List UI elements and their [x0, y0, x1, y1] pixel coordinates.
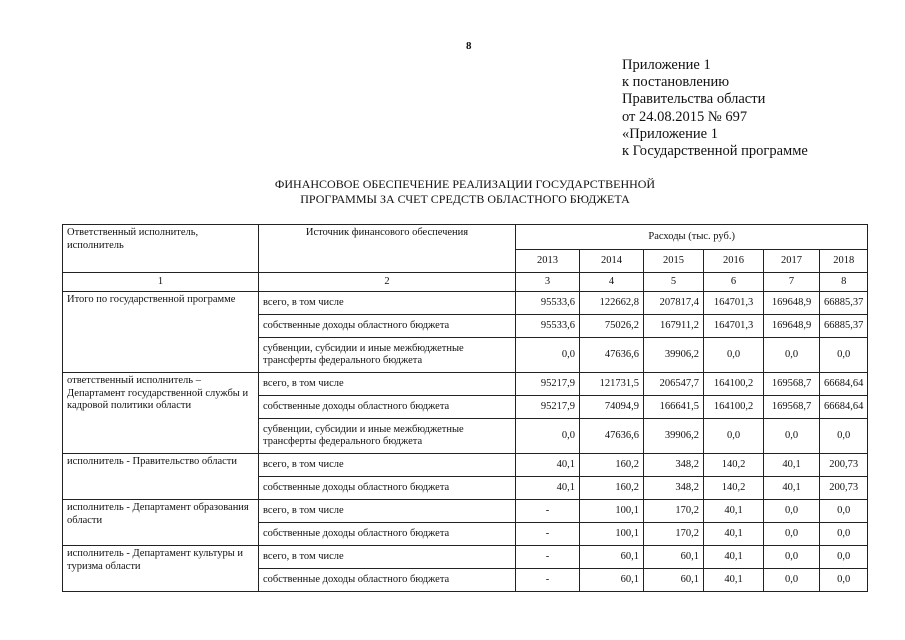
value-cell: 0,0 — [704, 419, 764, 454]
value-cell: 0,0 — [820, 546, 868, 569]
value-cell: 47636,6 — [580, 419, 644, 454]
value-cell: 0,0 — [764, 419, 820, 454]
value-cell: 140,2 — [704, 454, 764, 477]
table-row — [63, 292, 868, 315]
column-number: 5 — [644, 273, 704, 292]
appendix-line: к постановлению — [622, 74, 730, 91]
value-cell: 40,1 — [704, 523, 764, 546]
header-row — [63, 225, 868, 250]
value-cell: 66684,64 — [820, 396, 868, 419]
value-cell: 95533,6 — [516, 292, 580, 315]
value-cell: 164701,3 — [704, 292, 764, 315]
year-header: 2015 — [644, 250, 704, 273]
financing-table — [62, 224, 868, 592]
source-cell: всего, в том числе — [259, 546, 516, 569]
value-cell: 169648,9 — [764, 315, 820, 338]
header-executor: Ответственный исполнитель, исполнитель — [63, 225, 259, 273]
executor-cell: исполнитель - Департамент культуры и туризма области — [63, 546, 259, 592]
value-cell: 60,1 — [644, 546, 704, 569]
year-header: 2016 — [704, 250, 764, 273]
value-cell: 0,0 — [820, 419, 868, 454]
value-cell: 0,0 — [704, 338, 764, 373]
column-number: 1 — [63, 273, 259, 292]
value-cell: 95217,9 — [516, 396, 580, 419]
value-cell: 169568,7 — [764, 396, 820, 419]
value-cell: 164701,3 — [704, 315, 764, 338]
source-cell: собственные доходы областного бюджета — [259, 569, 516, 592]
column-number: 4 — [580, 273, 644, 292]
value-cell: 140,2 — [704, 477, 764, 500]
value-cell: 40,1 — [704, 569, 764, 592]
value-cell: 166641,5 — [644, 396, 704, 419]
value-cell: 100,1 — [580, 500, 644, 523]
value-cell: 40,1 — [764, 477, 820, 500]
column-number: 3 — [516, 273, 580, 292]
value-cell: 0,0 — [820, 338, 868, 373]
source-cell: собственные доходы областного бюджета — [259, 315, 516, 338]
value-cell: 0,0 — [820, 500, 868, 523]
value-cell: - — [516, 546, 580, 569]
year-header: 2013 — [516, 250, 580, 273]
table-row — [63, 500, 868, 523]
value-cell: 95217,9 — [516, 373, 580, 396]
value-cell: 75026,2 — [580, 315, 644, 338]
value-cell: 0,0 — [764, 523, 820, 546]
column-number: 8 — [820, 273, 868, 292]
value-cell: 0,0 — [820, 569, 868, 592]
year-header: 2018 — [820, 250, 868, 273]
value-cell: 0,0 — [764, 338, 820, 373]
value-cell: 66684,64 — [820, 373, 868, 396]
header-source: Источник финансового обеспечения — [259, 225, 516, 273]
value-cell: 0,0 — [820, 523, 868, 546]
value-cell: 200,73 — [820, 454, 868, 477]
appendix-block — [622, 57, 808, 160]
value-cell: 160,2 — [580, 454, 644, 477]
executor-cell: исполнитель - Правительство области — [63, 454, 259, 500]
value-cell: 169568,7 — [764, 373, 820, 396]
value-cell: 60,1 — [580, 569, 644, 592]
value-cell: 200,73 — [820, 477, 868, 500]
value-cell: 0,0 — [764, 546, 820, 569]
source-cell: субвенции, субсидии и иные межбюджетные трансферты федерального бюджета — [259, 419, 516, 454]
value-cell: 100,1 — [580, 523, 644, 546]
source-cell: собственные доходы областного бюджета — [259, 396, 516, 419]
value-cell: 160,2 — [580, 477, 644, 500]
value-cell: 40,1 — [704, 546, 764, 569]
value-cell: 0,0 — [516, 419, 580, 454]
executor-cell: ответственный исполнитель – Департамент государственной службы и кадровой политики области — [63, 373, 259, 454]
column-number: 6 — [704, 273, 764, 292]
column-number: 7 — [764, 273, 820, 292]
appendix-line: от 24.08.2015 № 697 — [622, 108, 748, 125]
value-cell: 170,2 — [644, 523, 704, 546]
source-cell: всего, в том числе — [259, 454, 516, 477]
value-cell: 74094,9 — [580, 396, 644, 419]
value-cell: 164100,2 — [704, 396, 764, 419]
executor-cell: исполнитель - Департамент образования области — [63, 500, 259, 546]
value-cell: 60,1 — [644, 569, 704, 592]
source-cell: собственные доходы областного бюджета — [259, 477, 516, 500]
value-cell: 39906,2 — [644, 419, 704, 454]
year-header: 2014 — [580, 250, 644, 273]
appendix-line: к Государственной программе — [622, 143, 808, 160]
value-cell: 170,2 — [644, 500, 704, 523]
appendix-line: Приложение 1 — [622, 57, 711, 73]
appendix-line: «Приложение 1 — [622, 125, 718, 142]
value-cell: 122662,8 — [580, 292, 644, 315]
value-cell: 121731,5 — [580, 373, 644, 396]
source-cell: всего, в том числе — [259, 500, 516, 523]
value-cell: - — [516, 569, 580, 592]
table-row — [63, 546, 868, 569]
value-cell: 206547,7 — [644, 373, 704, 396]
value-cell: 95533,6 — [516, 315, 580, 338]
value-cell: 169648,9 — [764, 292, 820, 315]
column-number: 2 — [259, 273, 516, 292]
column-numbers-row — [63, 273, 868, 292]
value-cell: 348,2 — [644, 454, 704, 477]
header-expenses: Расходы (тыс. руб.) — [516, 225, 868, 250]
source-cell: субвенции, субсидии и иные межбюджетные трансферты федерального бюджета — [259, 338, 516, 373]
page-number: 8 — [466, 40, 472, 52]
source-cell: всего, в том числе — [259, 292, 516, 315]
source-cell: всего, в том числе — [259, 373, 516, 396]
source-cell: собственные доходы областного бюджета — [259, 523, 516, 546]
year-header: 2017 — [764, 250, 820, 273]
value-cell: 47636,6 — [580, 338, 644, 373]
value-cell: 66885,37 — [820, 292, 868, 315]
value-cell: 40,1 — [704, 500, 764, 523]
document-title — [230, 177, 700, 207]
value-cell: - — [516, 500, 580, 523]
value-cell: - — [516, 523, 580, 546]
value-cell: 348,2 — [644, 477, 704, 500]
executor-cell: Итого по государственной программе — [63, 292, 259, 373]
value-cell: 40,1 — [516, 477, 580, 500]
value-cell: 167911,2 — [644, 315, 704, 338]
value-cell: 60,1 — [580, 546, 644, 569]
value-cell: 66885,37 — [820, 315, 868, 338]
value-cell: 207817,4 — [644, 292, 704, 315]
value-cell: 40,1 — [764, 454, 820, 477]
value-cell: 39906,2 — [644, 338, 704, 373]
value-cell: 0,0 — [764, 500, 820, 523]
title-line: ФИНАНСОВОЕ ОБЕСПЕЧЕНИЕ РЕАЛИЗАЦИИ ГОСУДАРСТВЕННОЙ — [274, 177, 656, 191]
value-cell: 0,0 — [764, 569, 820, 592]
table-row — [63, 373, 868, 396]
appendix-line: Правительства области — [622, 91, 766, 108]
table-row — [63, 454, 868, 477]
value-cell: 40,1 — [516, 454, 580, 477]
title-line: ПРОГРАММЫ ЗА СЧЕТ СРЕДСТВ ОБЛАСТНОГО БЮДЖЕТА — [300, 192, 630, 206]
value-cell: 0,0 — [516, 338, 580, 373]
value-cell: 164100,2 — [704, 373, 764, 396]
